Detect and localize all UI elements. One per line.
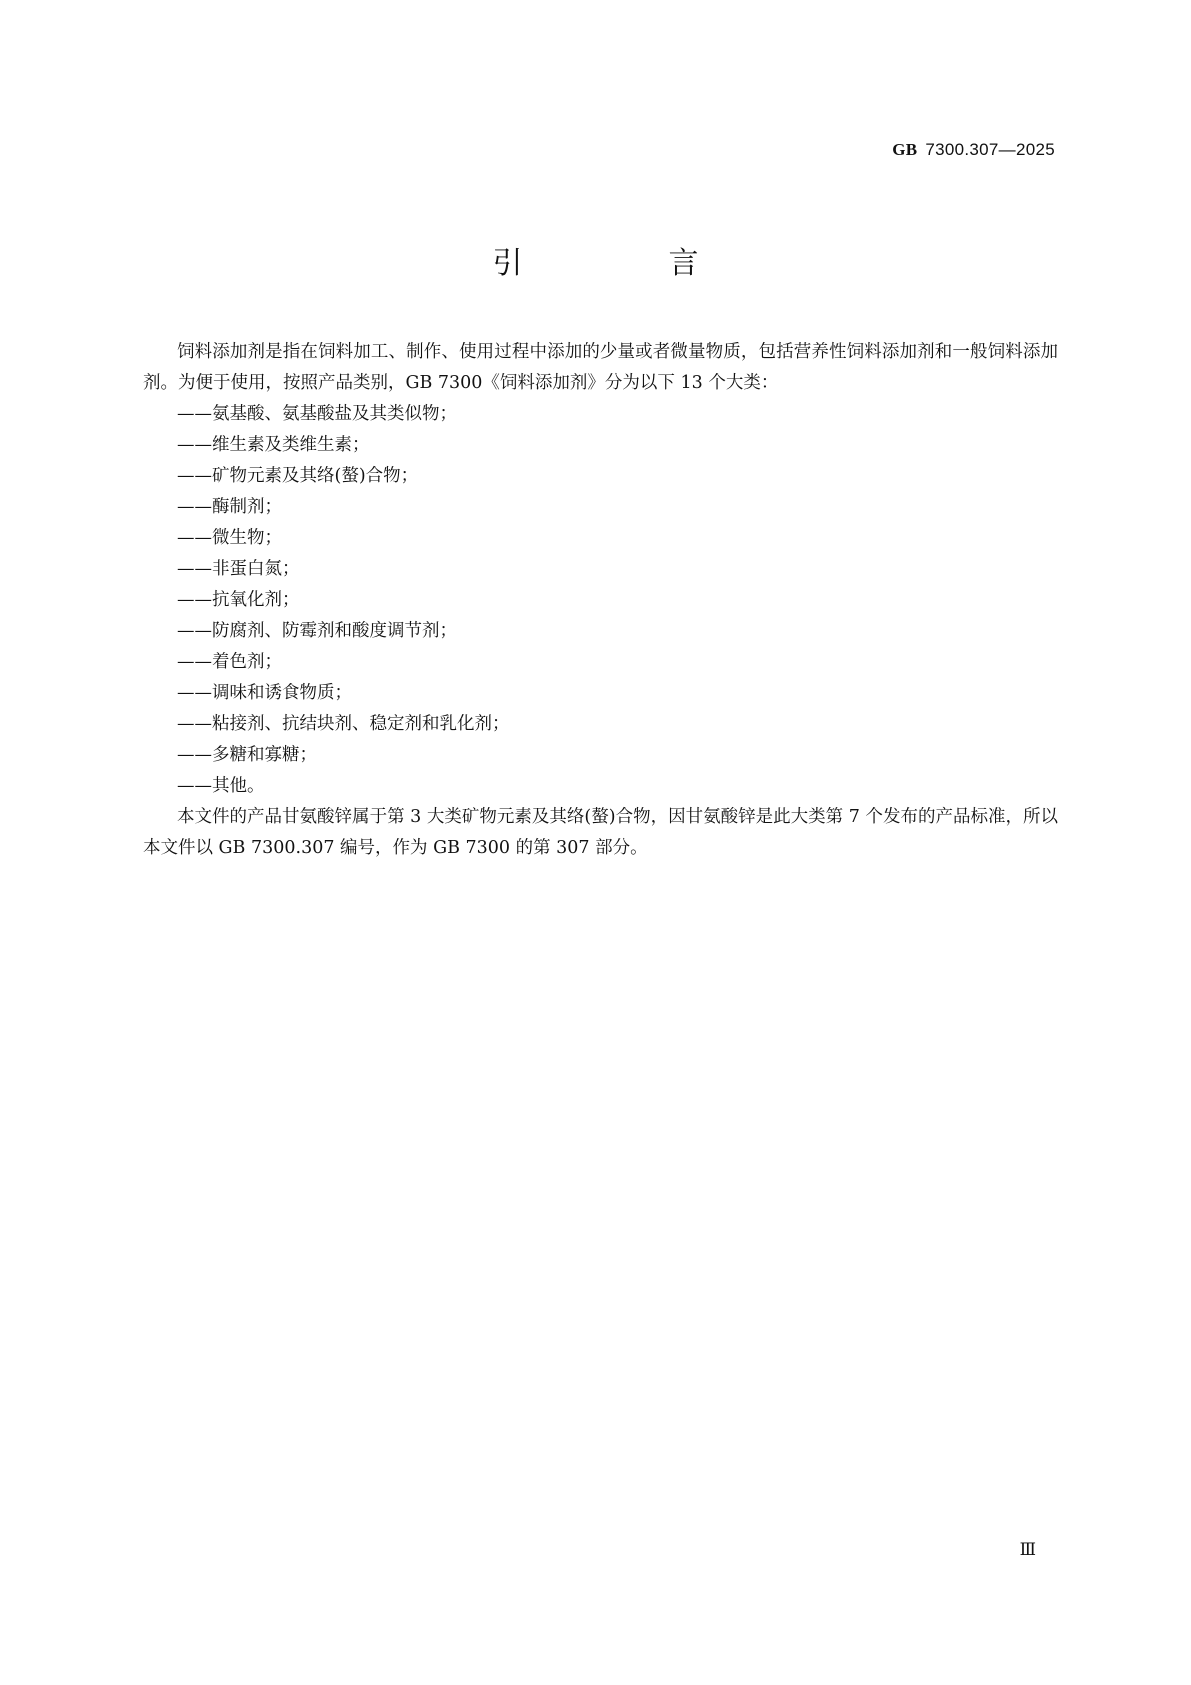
- category-list-item: ——抗氧化剂；: [177, 590, 300, 610]
- category-list-item: ——粘接剂、抗结块剂、稳定剂和乳化剂；: [177, 714, 510, 734]
- category-list-item: ——酶制剂；: [177, 497, 282, 517]
- document-code-prefix: GB: [892, 140, 918, 159]
- document-code-number: 7300.307—2025: [925, 140, 1055, 159]
- category-list-item: ——着色剂；: [177, 652, 282, 672]
- category-list-item: ——维生素及类维生素；: [177, 435, 370, 455]
- category-list-item: ——其他。: [177, 776, 265, 796]
- category-list-item: ——防腐剂、防霉剂和酸度调节剂；: [177, 621, 457, 641]
- intro-paragraph: 饲料添加剂是指在饲料加工、制作、使用过程中添加的少量或者微量物质，包括营养性饲料添加剂和一般饲料添加剂。为便于使用，按照产品类别，GB 7300《饲料添加剂》分为以下 13 个大类：: [143, 342, 1058, 393]
- category-list-item: ——非蛋白氮；: [177, 559, 300, 579]
- category-list-item: ——微生物；: [177, 528, 282, 548]
- document-body: [143, 337, 1058, 864]
- category-list-item: ——调味和诱食物质；: [177, 683, 352, 703]
- document-code: [892, 140, 1055, 160]
- category-list-item: ——氨基酸、氨基酸盐及其类似物；: [177, 404, 457, 424]
- category-list-item: ——多糖和寡糖；: [177, 745, 317, 765]
- category-list-item: ——矿物元素及其络(螯)合物；: [177, 466, 419, 486]
- page-number: Ⅲ: [1019, 1540, 1036, 1559]
- section-title: 引 言: [492, 246, 757, 281]
- closing-paragraph: 本文件的产品甘氨酸锌属于第 3 大类矿物元素及其络(螯)合物，因甘氨酸锌是此大类第 7 个发布的产品标准，所以本文件以 GB 7300.307 编号，作为 GB 7300 的第 307 部分。: [143, 807, 1058, 858]
